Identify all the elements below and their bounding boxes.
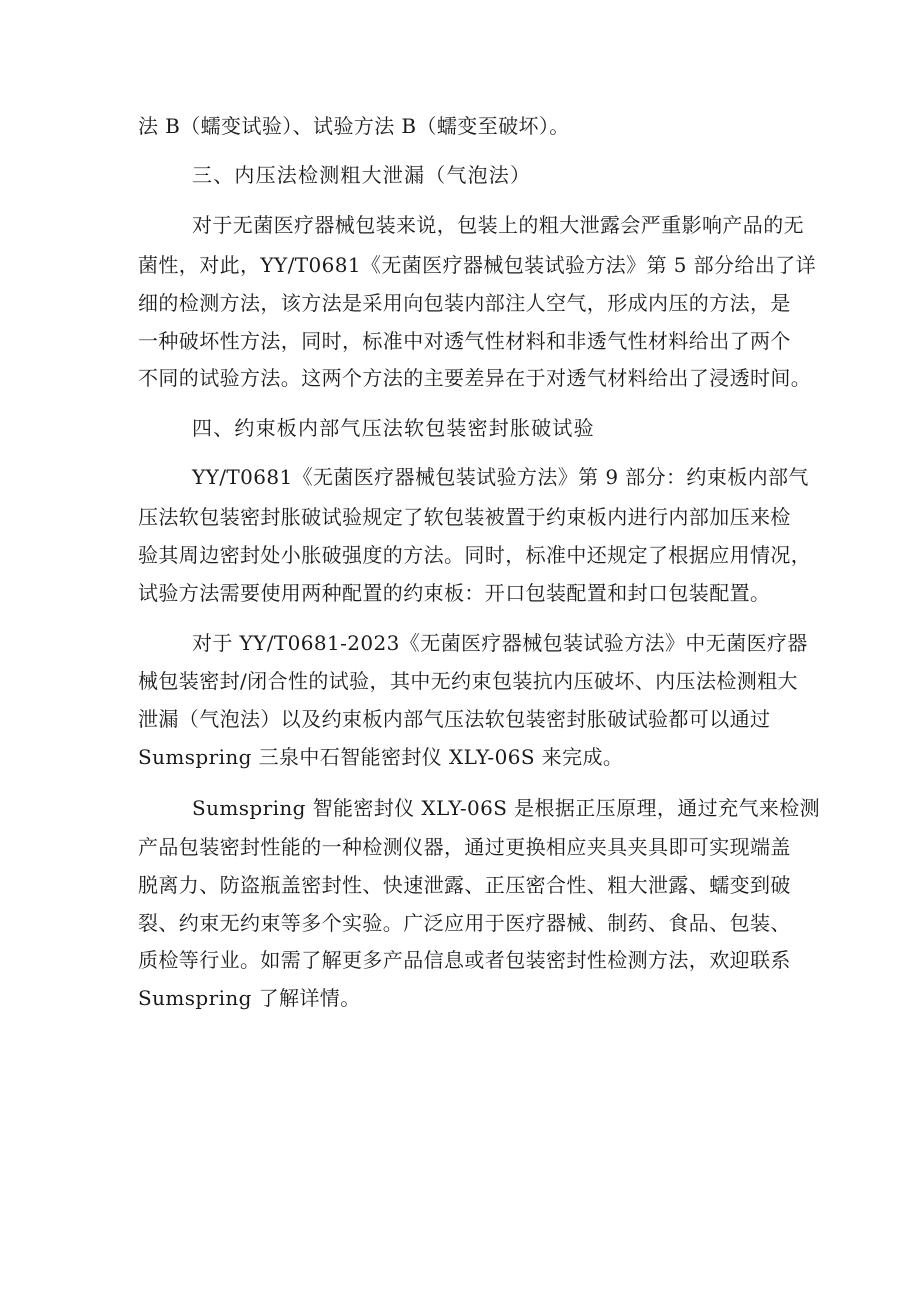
paragraph-line: 细的检测方法，该方法是采用向包装内部注人空气，形成内压的方法，是 (138, 291, 791, 315)
paragraph-line: 法 B（蠕变试验）、试验方法 B（蠕变至破坏）。 (138, 114, 570, 138)
paragraph-line: YY/T0681《无菌医疗器械包装试验方法》第 9 部分：约束板内部气 (192, 465, 809, 489)
paragraph-line: 械包装密封/闭合性的试验，其中无约束包装抗内压破坏、内压法检测粗大 (138, 669, 798, 693)
section-heading-4: 四、约束板内部气压法软包装密封胀破试验 (192, 416, 595, 440)
paragraph-line: Sumspring 了解详情。 (138, 986, 361, 1010)
paragraph-line: 对于 YY/T0681-2023《无菌医疗器械包装试验方法》中无菌医疗器 (192, 631, 808, 655)
paragraph-line: 产品包装密封性能的一种检测仪器，通过更换相应夹具夹具即可实现端盖 (138, 835, 791, 859)
paragraph-line: 试验方法需要使用两种配置的约束板：开口包装配置和封口包装配置。 (138, 581, 771, 605)
section-heading-3: 三、内压法检测粗大泄漏（气泡法） (192, 163, 532, 187)
paragraph-line: 裂、约束无约束等多个实验。广泛应用于医疗器械、制药、食品、包装、 (138, 911, 791, 935)
paragraph-line: 菌性，对此，YY/T0681《无菌医疗器械包装试验方法》第 5 部分给出了详 (138, 253, 817, 277)
paragraph-line: 验其周边密封处小胀破强度的方法。同时，标准中还规定了根据应用情况， (138, 543, 812, 567)
paragraph-line: 质检等行业。如需了解更多产品信息或者包装密封性检测方法，欢迎联系 (138, 948, 791, 972)
paragraph-line: 泄漏（气泡法）以及约束板内部气压法软包装密封胀破试验都可以通过 (138, 707, 771, 731)
paragraph-line: Sumspring 三泉中石智能密封仪 XLY-06S 来完成。 (138, 745, 624, 769)
paragraph-line: 对于无菌医疗器械包装来说，包装上的粗大泄露会严重影响产品的无 (192, 213, 804, 237)
paragraph-line: 一种破坏性方法，同时，标准中对透气性材料和非透气性材料给出了两个 (138, 329, 791, 353)
paragraph-line: 不同的试验方法。这两个方法的主要差异在于对透气材料给出了浸透时间。 (138, 366, 812, 390)
paragraph-line: 脱离力、防盗瓶盖密封性、快速泄露、正压密合性、粗大泄露、蠕变到破 (138, 873, 791, 897)
paragraph-line: 压法软包装密封胀破试验规定了软包装被置于约束板内进行内部加压来检 (138, 505, 791, 529)
paragraph-line: Sumspring 智能密封仪 XLY-06S 是根据正压原理，通过充气来检测 (192, 796, 821, 820)
